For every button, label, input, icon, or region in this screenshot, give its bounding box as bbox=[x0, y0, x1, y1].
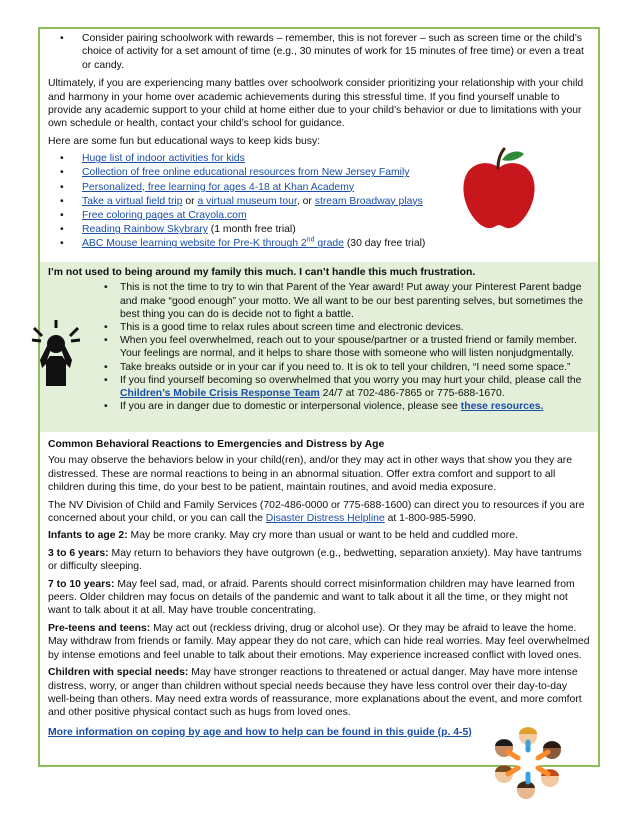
link-indoor-activities[interactable]: Huge list of indoor activities for kids bbox=[82, 153, 245, 165]
text-or: or bbox=[182, 195, 198, 207]
para-3-6 bbox=[48, 547, 590, 574]
frustration-section bbox=[40, 262, 598, 432]
link-museum-tour[interactable]: a virtual museum tour bbox=[197, 195, 297, 207]
list-item bbox=[48, 374, 590, 400]
link-disaster-helpline[interactable]: Disaster Distress Helpline bbox=[265, 513, 385, 525]
link-these-resources[interactable]: these resources. bbox=[460, 401, 544, 413]
para-dcfs bbox=[48, 499, 590, 526]
list-item: • This is not the time to try to win that Parent of the Year award! Put away your Pinterest Parent badge and make “good enough” your motto. We all want to be our best parenting selves, but sometimes the best thing you can do is decide not to fight a battle. bbox=[48, 281, 590, 321]
bullet-pairing: • Consider pairing schoolwork with rewards – remember, this is not forever – such as screen time or the child’s choice of activity for a set amount of time (e.g., 30 minutes of work for 15 minutes of free time) or even a treat or candy. bbox=[48, 32, 590, 72]
para-teens bbox=[48, 622, 590, 662]
abc-pre: ABC Mouse learning website for Pre-K through 2 bbox=[82, 238, 307, 250]
frustration-heading: I’m not used to being around my family this much. I can’t handle this much frustration. bbox=[48, 267, 476, 278]
p2-post: at 1-800-985-5990. bbox=[384, 513, 476, 525]
apple-icon bbox=[458, 146, 540, 232]
list-item bbox=[48, 400, 590, 413]
para-observe: You may observe the behaviors below in your child(ren), and/or they may act in other ways that show you they are distressed. These are normal reactions to being in an abnormal situation. Offer extra comfort and support to all children during this time, do your best to be patient, maintain routines, and avoid media exposure. bbox=[48, 455, 573, 494]
link-khan-academy[interactable]: Personalized, free learning for ages 4-18 at Khan Academy bbox=[82, 181, 355, 193]
infants-text: May be more cranky. May cry more than usual or want to be held and cuddled more. bbox=[127, 530, 518, 542]
link-field-trip[interactable]: Take a virtual field trip bbox=[82, 195, 183, 207]
seven-text: May feel sad, mad, or afraid. Parents should correct misinformation children may have learned from peers. Older children may focus on details of the pandemic and want to talk about it all the time, or they might not want to talk about it at all. May have trouble concentrating. bbox=[48, 578, 575, 617]
para-ultimately: Ultimately, if you are experiencing many battles over schoolwork consider prioritizing your relationship with your child and harmony in your home over academic achievements during this stressful time. If you find yourself unable to provide any academic support to your child at home either due to your child’s behavior or due to limitations with your own schedule or health, contact your child’s school for guidance. bbox=[48, 78, 584, 130]
b6-pre: If you are in danger due to domestic or interpersonal violence, please see bbox=[120, 401, 461, 413]
text-or-comma: , or bbox=[296, 195, 315, 207]
teens-text: May act out (reckless driving, drug or alcohol use). Or they may be afraid to leave the home. May withdraw from friends or family. May appear they do not care, which can hide real worries. May feel overwhelmed by intense emotions and feel unable to talk about their emotions. May experience increased conflict with loved ones. bbox=[48, 622, 590, 661]
skybrary-note: (1 month free trial) bbox=[207, 224, 296, 236]
list-item: • Take breaks outside or in your car if you need to. It is ok to tell your children, “I need some space.” bbox=[48, 361, 590, 374]
seven-label: 7 to 10 years: bbox=[48, 578, 115, 590]
link-abc-mouse[interactable] bbox=[82, 238, 344, 249]
reactions-section bbox=[40, 434, 598, 764]
para-7-10 bbox=[48, 578, 590, 618]
para-special bbox=[48, 666, 590, 720]
teens-label: Pre-teens and teens: bbox=[48, 622, 151, 634]
reactions-heading: Common Behavioral Reactions to Emergencies and Distress by Age bbox=[48, 439, 385, 450]
special-label: Children with special needs: bbox=[48, 667, 189, 679]
list-item: • When you feel overwhelmed, reach out to your spouse/partner or a trusted friend or family member. Your feelings are normal, and it helps to share those with someone who will listen nonjudgmentally. bbox=[48, 334, 590, 360]
list-item bbox=[48, 237, 590, 251]
link-nj-family[interactable]: Collection of free online educational resources from New Jersey Family bbox=[82, 167, 410, 179]
abc-sup: nd bbox=[306, 237, 315, 244]
link-skybrary[interactable]: Reading Rainbow Skybrary bbox=[82, 224, 208, 236]
three-label: 3 to 6 years: bbox=[48, 547, 109, 559]
frustration-tips-list bbox=[48, 281, 590, 413]
infants-label: Infants to age 2: bbox=[48, 530, 128, 542]
p2-pre: The NV Division of Child and Family Services (702-486-0000 or 775-688-1600) can direct you to resources if you are concerned about your child, or you can call the bbox=[48, 499, 585, 525]
link-coping-guide[interactable]: More information on coping by age and how to help can be found in this guide (p. 4-5) bbox=[48, 726, 472, 738]
link-crayola[interactable]: Free coloring pages at Crayola.com bbox=[82, 210, 247, 222]
stressed-person-icon bbox=[30, 320, 82, 386]
para-infants bbox=[48, 529, 590, 542]
abc-note: (30 day free trial) bbox=[343, 238, 426, 250]
abc-post: grade bbox=[314, 238, 344, 250]
kids-circle-icon bbox=[488, 722, 568, 802]
link-broadway[interactable]: stream Broadway plays bbox=[314, 195, 423, 207]
link-mobile-crisis[interactable]: Children’s Mobile Crisis Response Team bbox=[120, 388, 320, 400]
special-text: May have stronger reactions to threatened or actual danger. May have more intense distress, worry, or anger than children without special needs because they have less control over their day-to-day well-being than others. May need extra words of reassurance, more explanations about the event, and more comfort and other positive physical contact such as hugs from loved ones. bbox=[48, 667, 582, 719]
three-text: May return to behaviors they have outgrown (e.g., bedwetting, separation anxiety). May have tantrums or difficulty sleeping. bbox=[48, 547, 582, 573]
reward-bullet-list bbox=[48, 32, 590, 72]
b5-post: 24/7 at 702-486-7865 or 775-688-1670. bbox=[319, 388, 505, 400]
intro-fun: Here are some fun but educational ways to keep kids busy: bbox=[48, 135, 321, 147]
b5-pre: If you find yourself becoming so overwhelmed that you worry you may hurt your child, please call the bbox=[120, 374, 582, 386]
list-item: • This is a good time to relax rules about screen time and electronic devices. bbox=[48, 321, 590, 334]
